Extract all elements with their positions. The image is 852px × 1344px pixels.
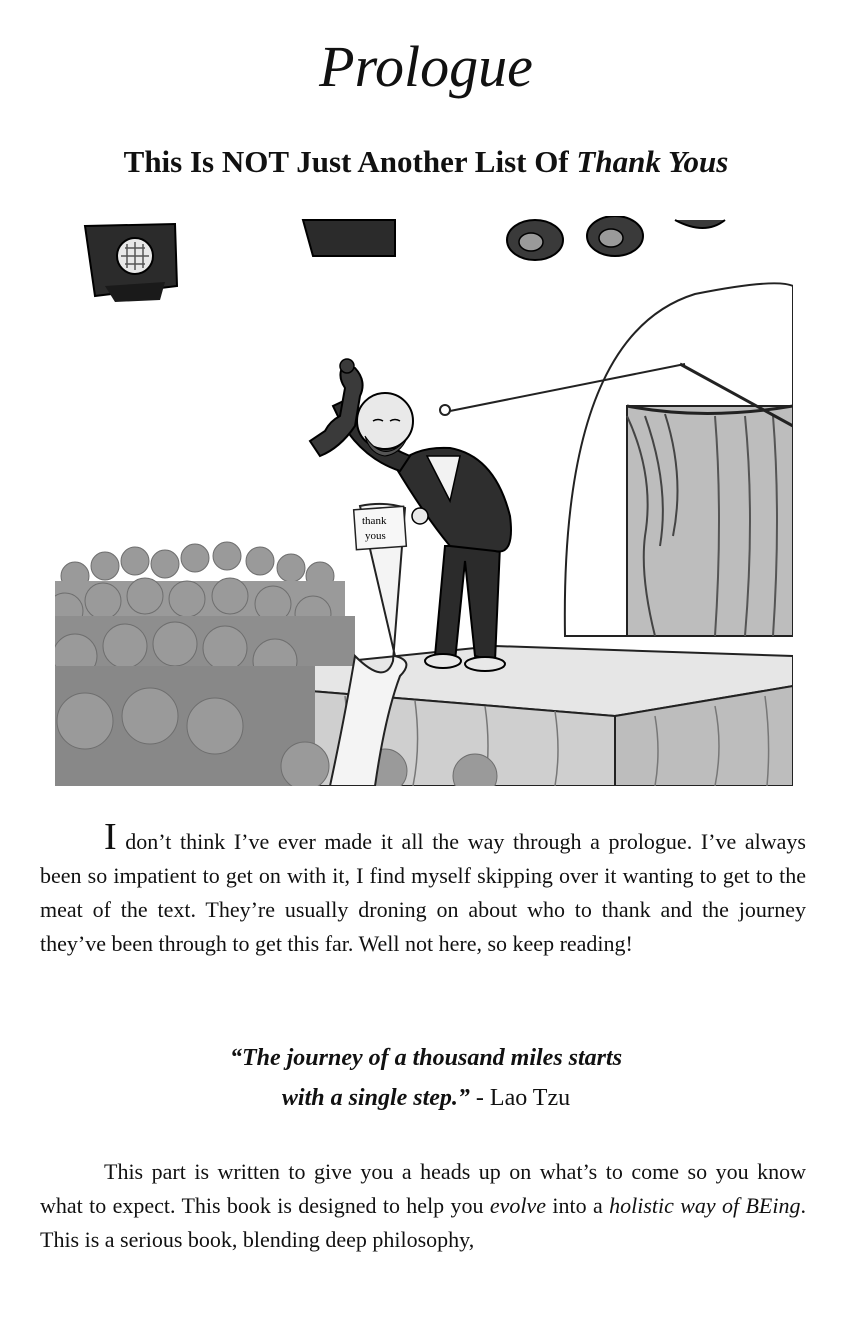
paragraph-1 (40, 818, 806, 961)
paragraph-1-text: don’t think I’ve ever made it all the way through a prologue. I’ve always been so impatient to get on with it, I find myself skipping over it wanting to get to the meat of the text. They’re usually droning on about who to thank and the journey they’ve been through to get this far. Well not here, so keep reading! (40, 829, 806, 956)
paragraph-2 (40, 1155, 806, 1257)
paragraph-2-part-3: . This is a serious book, blending deep philosophy, (40, 1193, 806, 1252)
paragraph-2-part-1: This part is written to give you a heads up on what’s to come so you know what to expect. This book is designed to help you (40, 1159, 806, 1218)
quote-line-2: with a single step.” (281, 1085, 470, 1111)
page-subtitle (0, 145, 852, 179)
stage-illustration (55, 216, 793, 786)
quote-attribution: - Lao Tzu (469, 1085, 571, 1111)
dropcap: I (104, 816, 117, 858)
paragraph-2-part-2: into a (546, 1193, 610, 1218)
stage-platform (250, 646, 793, 786)
paragraph-2-em-1: evolve (489, 1193, 547, 1218)
subtitle-italic: Thank Yous (576, 144, 729, 179)
paragraph-2-em-2: holistic way of BEing (609, 1193, 801, 1218)
subtitle-main: This Is NOT Just Another List Of (123, 144, 577, 179)
epigraph-quote (0, 1038, 852, 1118)
quote-line-1: “The journey of a thousand miles starts (229, 1045, 623, 1071)
scroll-text-2: yous (365, 530, 386, 542)
page-title: Prologue (319, 34, 533, 99)
scroll-text-1: thank (362, 515, 387, 527)
top-light-icon (303, 220, 395, 256)
